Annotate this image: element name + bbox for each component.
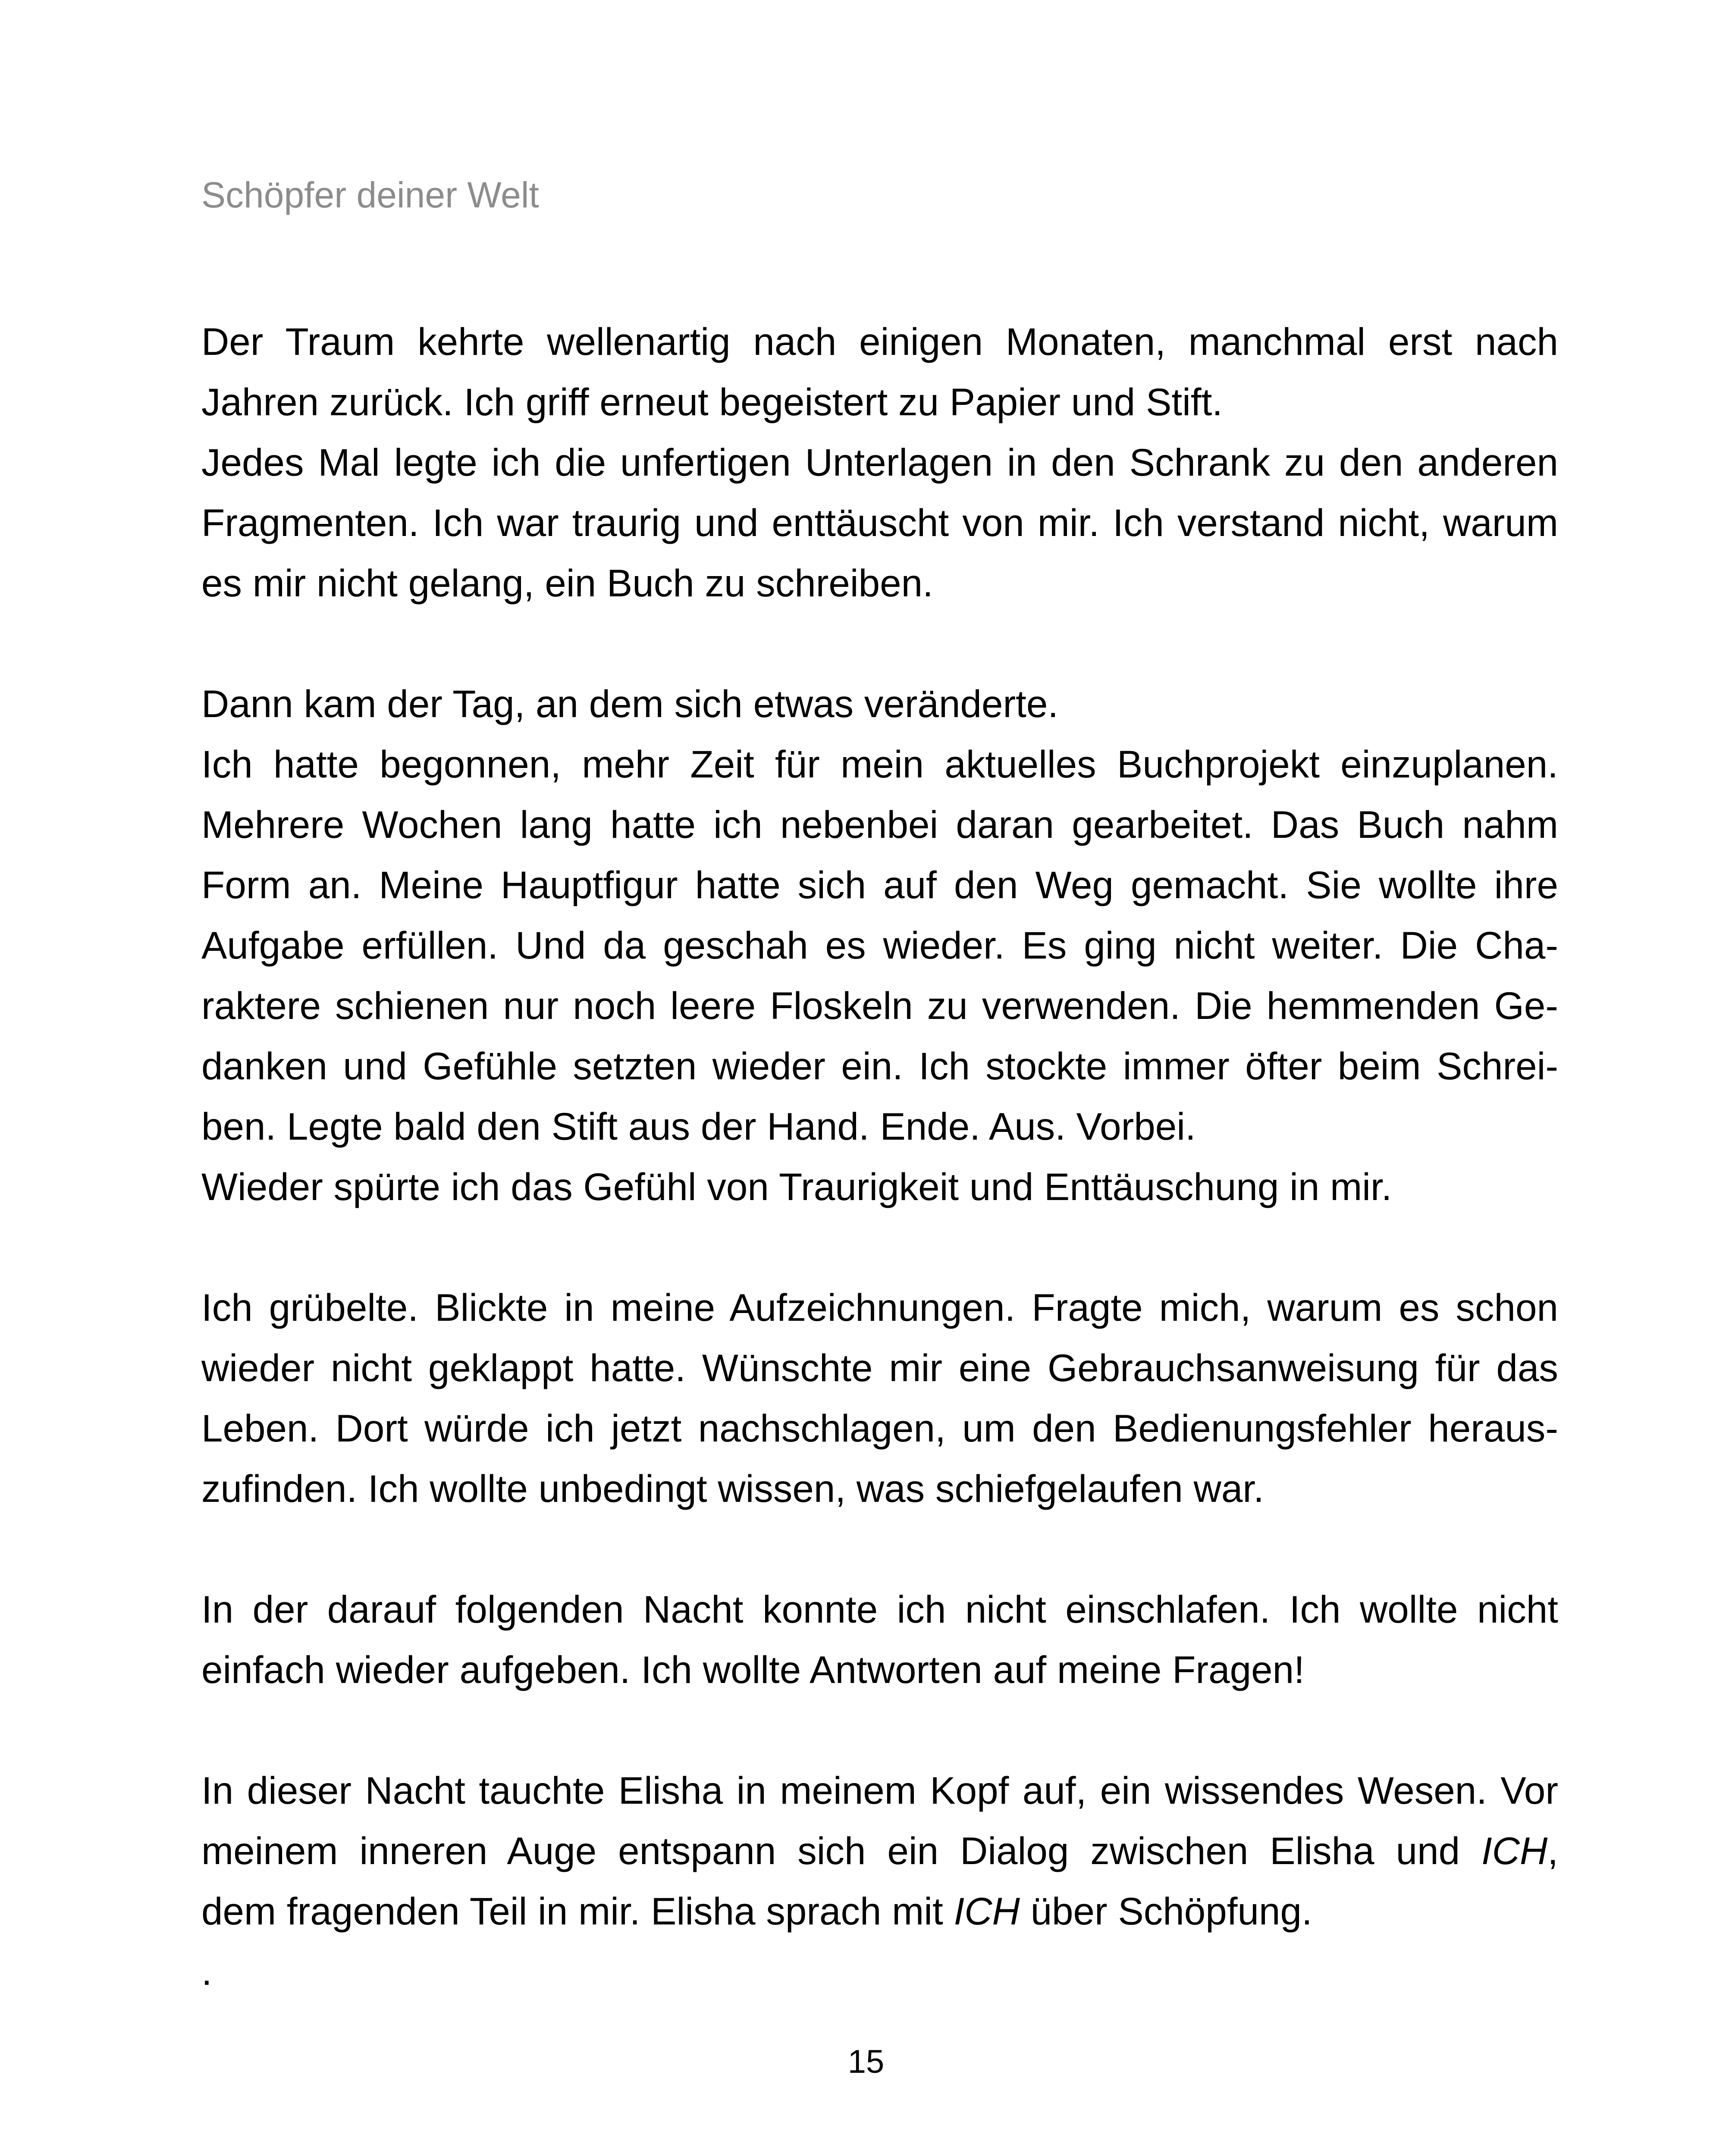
text-line: wieder nicht geklappt hatte. Wünschte mir eine Gebrauchsanweisung für das bbox=[201, 1346, 1558, 1389]
text-run: über Schöpfung. bbox=[1020, 1890, 1312, 1933]
text-line: Fragmenten. Ich war traurig und enttäuscht von mir. Ich verstand nicht, warum bbox=[201, 501, 1558, 544]
text-run: dem fragenden Teil in mir. Elisha sprach mit bbox=[201, 1890, 954, 1933]
text-line: Leben. Dort würde ich jetzt nachschlagen, um den Bedienungsfehler heraus- bbox=[201, 1407, 1558, 1450]
text-run: , bbox=[1547, 1829, 1558, 1872]
italic-ich: ICH bbox=[1481, 1829, 1548, 1872]
text-line: Wieder spürte ich das Gefühl von Traurigkeit und Enttäuschung in mir. bbox=[201, 1165, 1392, 1208]
page-number: 15 bbox=[847, 2043, 885, 2080]
text-line-with-italic bbox=[201, 1881, 1558, 1941]
paragraph-gap bbox=[201, 1519, 1558, 1579]
text-line-with-italic bbox=[201, 1821, 1558, 1881]
paragraph-gap bbox=[201, 613, 1558, 674]
text-line: danken und Gefühle setzten wieder ein. Ich stockte immer öfter beim Schrei- bbox=[201, 1044, 1558, 1087]
text-line: raktere schienen nur noch leere Floskeln zu verwenden. Die hemmenden Ge- bbox=[201, 984, 1558, 1027]
trailing-period: . bbox=[201, 1950, 212, 1993]
paragraph-gap bbox=[201, 1217, 1558, 1277]
running-header-title: Schöpfer deiner Welt bbox=[201, 175, 539, 215]
text-line: ben. Legte bald den Stift aus der Hand. Ende. Aus. Vorbei. bbox=[201, 1105, 1196, 1148]
text-line: In der darauf folgenden Nacht konnte ich nicht einschlafen. Ich wollte nicht bbox=[201, 1588, 1558, 1631]
text-line: es mir nicht gelang, ein Buch zu schreiben. bbox=[201, 561, 933, 605]
text-run: meinem inneren Auge entspann sich ein Dialog zwischen Elisha und bbox=[201, 1829, 1481, 1872]
body-text bbox=[201, 311, 1558, 2002]
text-line: Jedes Mal legte ich die unfertigen Unterlagen in den Schrank zu den anderen bbox=[201, 441, 1558, 484]
text-line: Ich hatte begonnen, mehr Zeit für mein aktuelles Buchprojekt einzuplanen. bbox=[201, 743, 1558, 786]
italic-ich: ICH bbox=[954, 1890, 1020, 1933]
text-line: Aufgabe erfüllen. Und da geschah es wieder. Es ging nicht weiter. Die Cha- bbox=[201, 924, 1558, 967]
text-line: Form an. Meine Hauptfigur hatte sich auf den Weg gemacht. Sie wollte ihre bbox=[201, 863, 1558, 906]
text-line: In dieser Nacht tauchte Elisha in meinem Kopf auf, ein wissendes Wesen. Vor bbox=[201, 1769, 1558, 1812]
text-line: Der Traum kehrte wellenartig nach einigen Monaten, manchmal erst nach bbox=[201, 320, 1558, 363]
text-line: Mehrere Wochen lang hatte ich nebenbei daran gearbeitet. Das Buch nahm bbox=[201, 803, 1558, 846]
text-line: einfach wieder aufgeben. Ich wollte Antworten auf meine Fragen! bbox=[201, 1648, 1305, 1691]
text-line: Jahren zurück. Ich griff erneut begeistert zu Papier und Stift. bbox=[201, 380, 1223, 423]
text-line: Ich grübelte. Blickte in meine Aufzeichnungen. Fragte mich, warum es schon bbox=[201, 1286, 1558, 1329]
text-line: zufinden. Ich wollte unbedingt wissen, was schiefgelaufen war. bbox=[201, 1467, 1264, 1510]
paragraph-gap bbox=[201, 1700, 1558, 1760]
text-line: Dann kam der Tag, an dem sich etwas veränderte. bbox=[201, 682, 1059, 725]
